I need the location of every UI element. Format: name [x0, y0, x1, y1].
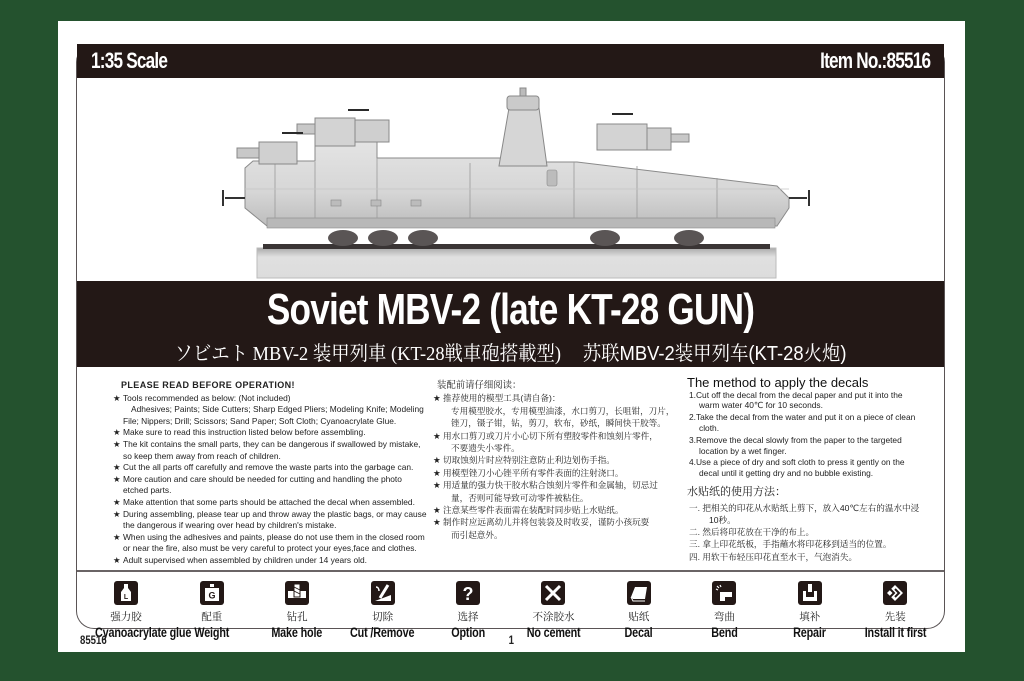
instruction-item-cn: [433, 454, 687, 466]
instruction-item-cn: [433, 479, 687, 491]
legend-label-en-wrap: [596, 624, 681, 642]
cut-icon: [371, 581, 395, 605]
legend-label-en: Decal: [624, 625, 653, 640]
symbol-legend: [77, 581, 944, 641]
star-bullet-icon: ★: [433, 505, 441, 516]
instruction-item: [113, 427, 435, 439]
decal-icon: [627, 581, 651, 605]
instructions-en-heading: PLEASE READ BEFORE OPERATION!: [121, 380, 295, 390]
instructions-cn-list: [433, 392, 687, 541]
legend-label-cn: 强力胶: [110, 611, 142, 623]
instruction-item: [113, 497, 435, 509]
star-bullet-icon: ★: [433, 517, 441, 528]
glue-bottle-icon: [114, 581, 138, 605]
instruction-text-cn: 而引起意外。: [451, 529, 503, 540]
page-frame: [76, 44, 945, 640]
legend-label-en-wrap: [340, 624, 425, 642]
legend-label-en-wrap: [767, 624, 852, 642]
star-bullet-icon: ★: [113, 496, 121, 507]
star-bullet-icon: ★: [433, 467, 441, 478]
legend-label-en: Cyanoacrylate glue: [95, 625, 192, 640]
decal-step-cn: 四. 用软干布轻压印花直至水干，气泡消失。: [689, 551, 858, 562]
instruction-text: When using the adhesives and paints, please do not use them in the closed room: [123, 531, 425, 542]
star-bullet-icon: ★: [113, 508, 121, 519]
legend-label-en: Repair: [793, 625, 827, 640]
legend-item-cut-remove: [340, 581, 425, 641]
star-bullet-icon: ★: [113, 392, 121, 403]
legend-label-en: Bend: [711, 625, 738, 640]
legend-label-cn: 不涂胶水: [532, 611, 575, 623]
footer-page-number: 1: [508, 633, 515, 647]
instruction-text: the dangerous if wearing over head by children's mistake.: [123, 520, 337, 531]
star-bullet-icon: ★: [113, 473, 121, 484]
header-bar: [77, 44, 944, 78]
legend-label-en-wrap: [682, 624, 767, 642]
legend-label-en: Option: [451, 625, 485, 640]
product-subtitle: [112, 337, 910, 366]
instruction-item: [113, 543, 435, 555]
instruction-item: [113, 393, 435, 405]
instruction-text-cn: 不要遗失小零件。: [451, 443, 520, 454]
decal-step: 4.Use a piece of dry and soft cloth to press it gently on the decal until it getting dry and no bubble existing.: [689, 457, 905, 479]
instruction-text-cn: 推荐使用的模型工具(请自备)：: [443, 393, 561, 404]
star-bullet-icon: ★: [433, 430, 441, 441]
instruction-item-cn: [433, 529, 687, 541]
instruction-text-cn: 制作时应远离幼儿并将包装袋及时收妥，谨防小孩玩耍: [443, 517, 650, 528]
instruction-item: [113, 404, 435, 416]
star-bullet-icon: ★: [113, 462, 121, 473]
instruction-item: [113, 416, 435, 428]
instruction-item: [113, 520, 435, 532]
instruction-text-cn: 锉刀，镊子钳，钻，剪刀，软布，砂纸，瞬间快干胶等。: [451, 418, 666, 429]
legend-label-cn: 钻孔: [286, 611, 308, 623]
legend-item-repair: [767, 581, 852, 641]
instruction-item-cn: [433, 430, 687, 442]
instruction-text: etched parts.: [123, 485, 172, 496]
decal-step-cn: 二. 然后将印花放在干净的布上。: [689, 527, 815, 538]
legend-label-en: Make hole: [271, 625, 323, 640]
legend-label-en-wrap: [425, 624, 510, 642]
instructions-english: [113, 380, 435, 567]
section-divider: [77, 570, 944, 572]
instruction-item: [113, 474, 435, 486]
legend-item-cyanoacrylate-glue: [83, 581, 192, 641]
legend-item-option: [425, 581, 510, 641]
instruction-text: File; Nippers; Drill; Scissors; Sand Paper; Soft Cloth; Cyanoacrylate Glue.: [123, 415, 397, 426]
instruction-text-cn: 专用模型胶水，专用模型油漆，水口剪刀，长咀钳，刀片，: [451, 405, 675, 416]
legend-label-en: No cement: [526, 625, 581, 640]
title-band: [77, 281, 944, 367]
legend-label-cn: 贴纸: [628, 611, 650, 623]
legend-label-cn: 选择: [457, 611, 479, 623]
star-bullet-icon: ★: [433, 480, 441, 491]
legend-label-cn: 弯曲: [713, 611, 735, 623]
instruction-text-cn: 量，否则可能导致可动零件被粘住。: [451, 492, 589, 503]
star-bullet-icon: ★: [113, 554, 121, 565]
decal-cn-steps: [685, 502, 925, 563]
instruction-text-cn: 用模型锉刀小心锉平所有零件表面的注射浇口。: [443, 467, 624, 478]
question-icon: [456, 581, 480, 605]
legend-label-cn: 先装: [884, 611, 906, 623]
instructions-section: [77, 367, 944, 570]
svg-text:G: G: [208, 590, 216, 601]
bend-icon: [712, 581, 736, 605]
instruction-text: Adult supervised when assembled by children under 14 years old.: [123, 554, 367, 565]
instruction-item: [113, 462, 435, 474]
legend-label-en: Weight: [194, 625, 230, 640]
legend-item-make-hole: [254, 581, 339, 641]
instruction-item-cn: [433, 504, 687, 516]
instruction-text: Make sure to read this instruction listed below before assembling.: [123, 427, 366, 438]
instruction-item: [113, 532, 435, 544]
scale-label: 1:35 Scale: [91, 48, 168, 73]
instruction-item: [113, 485, 435, 497]
legend-label-en: Cut /Remove: [350, 625, 415, 640]
instruction-text: During assembling, please tear up and throw away the plastic bags, or may cause: [123, 508, 427, 519]
instruction-text: Make attention that some parts should be attached the decal when assembled.: [123, 496, 415, 507]
instruction-item: [113, 509, 435, 521]
instruction-text: The kit contains the small parts, they can be dangerous if swallowed by mistake,: [123, 438, 421, 449]
decal-en-heading: The method to apply the decals: [687, 375, 869, 390]
instruction-item-cn: [433, 392, 687, 404]
legend-label-cn: 填补: [799, 611, 821, 623]
instruction-item-cn: [433, 417, 687, 429]
instruction-item-cn: [433, 442, 687, 454]
repair-icon: [798, 581, 822, 605]
decal-cn-heading: 水贴纸的使用方法：: [687, 485, 786, 498]
legend-item-decal: [596, 581, 681, 641]
star-bullet-icon: ★: [433, 393, 441, 404]
legend-label-en-wrap: [511, 624, 596, 642]
instructions-cn-heading: 装配前请仔细阅读：: [437, 379, 522, 390]
instruction-text-cn: 用水口剪刀或刀片小心切下所有塑胶零件和蚀刻片零件，: [443, 430, 658, 441]
weight-icon: [200, 581, 224, 605]
legend-label-en-wrap: [254, 624, 339, 642]
no-cement-icon: [541, 581, 565, 605]
decal-step: 3.Remove the decal slowly from the paper to the targeted location by a wet finger.: [689, 434, 902, 456]
star-bullet-icon: ★: [113, 427, 121, 438]
product-title: Soviet MBV-2 (late KT-28 GUN): [266, 285, 755, 334]
armored-train-image: [77, 78, 946, 281]
title-japanese: ソビエト MBV-2 装甲列車 (KT-28戦車砲搭載型): [174, 343, 562, 365]
instructions-chinese: [433, 379, 687, 541]
legend-item-no-cement: [511, 581, 596, 641]
instructions-en-list: [113, 393, 435, 567]
svg-text:?: ?: [462, 584, 474, 604]
decal-method: [685, 377, 925, 563]
instruction-text: or near the fire, also must be very careful to protect your eyes,face and clothes.: [123, 543, 417, 554]
instruction-text-cn: 用适量的强力快干胶水粘合蚀刻片零件和金属轴，切忌过: [443, 480, 658, 491]
legend-item-bend: [682, 581, 767, 641]
train-illustration: [77, 78, 944, 281]
instruction-item: [113, 439, 435, 451]
instruction-text-cn: 切取蚀刻片时应特别注意防止利边划伤手指。: [443, 455, 615, 466]
footer-item-number: 85516: [80, 633, 107, 647]
decal-step-cn: 一. 把相关的印花从水贴纸上剪下，放入40℃左右的温水中浸10秒。: [689, 502, 920, 525]
decal-step: 2.Take the decal from the water and put it on a piece of clean cloth.: [689, 412, 916, 433]
instruction-text: so keep them away from reach of children.: [123, 450, 281, 461]
title-chinese: 苏联MBV-2装甲列车(KT-28火炮): [582, 343, 847, 365]
instruction-page: [58, 21, 965, 652]
decal-step: 1.Cut off the decal from the decal paper and put it into the warm water 40℃ for 10 seconds.: [689, 389, 903, 411]
legend-item-install-it-first: [853, 581, 938, 641]
legend-label-en-wrap: [853, 624, 938, 642]
legend-label-cn: 切除: [372, 611, 394, 623]
svg-text:L: L: [123, 594, 129, 601]
star-bullet-icon: ★: [113, 531, 121, 542]
instruction-text-cn: 注意某些零件表面需在装配时同步贴上水贴纸。: [443, 505, 624, 516]
star-bullet-icon: ★: [433, 455, 441, 466]
instruction-item-cn: [433, 492, 687, 504]
instruction-text: More caution and care should be needed for cutting and handling the photo: [123, 473, 402, 484]
instruction-text: Adhesives; Paints; Side Cutters; Sharp Edged Pliers; Modeling Knife; Modeling: [131, 404, 424, 415]
star-bullet-icon: ★: [113, 438, 121, 449]
instruction-text: Tools recommended as below: (Not included): [123, 392, 291, 403]
decal-step-cn: 三. 拿上印花纸板，手指蘸水将印花移到适当的位置。: [689, 539, 892, 550]
instruction-item-cn: [433, 405, 687, 417]
instruction-text: Cut the all parts off carefully and remove the waste parts into the garbage can.: [123, 462, 414, 473]
instruction-item: [113, 555, 435, 567]
instruction-item: [113, 451, 435, 463]
decal-en-steps: [685, 390, 925, 479]
legend-label-cn: 配重: [201, 611, 223, 623]
item-number-label: Item No.:85516: [819, 48, 930, 73]
instruction-item-cn: [433, 516, 687, 528]
instruction-item-cn: [433, 467, 687, 479]
install-first-icon: [883, 581, 907, 605]
drill-icon: [285, 581, 309, 605]
legend-label-en: Install it first: [864, 625, 927, 640]
